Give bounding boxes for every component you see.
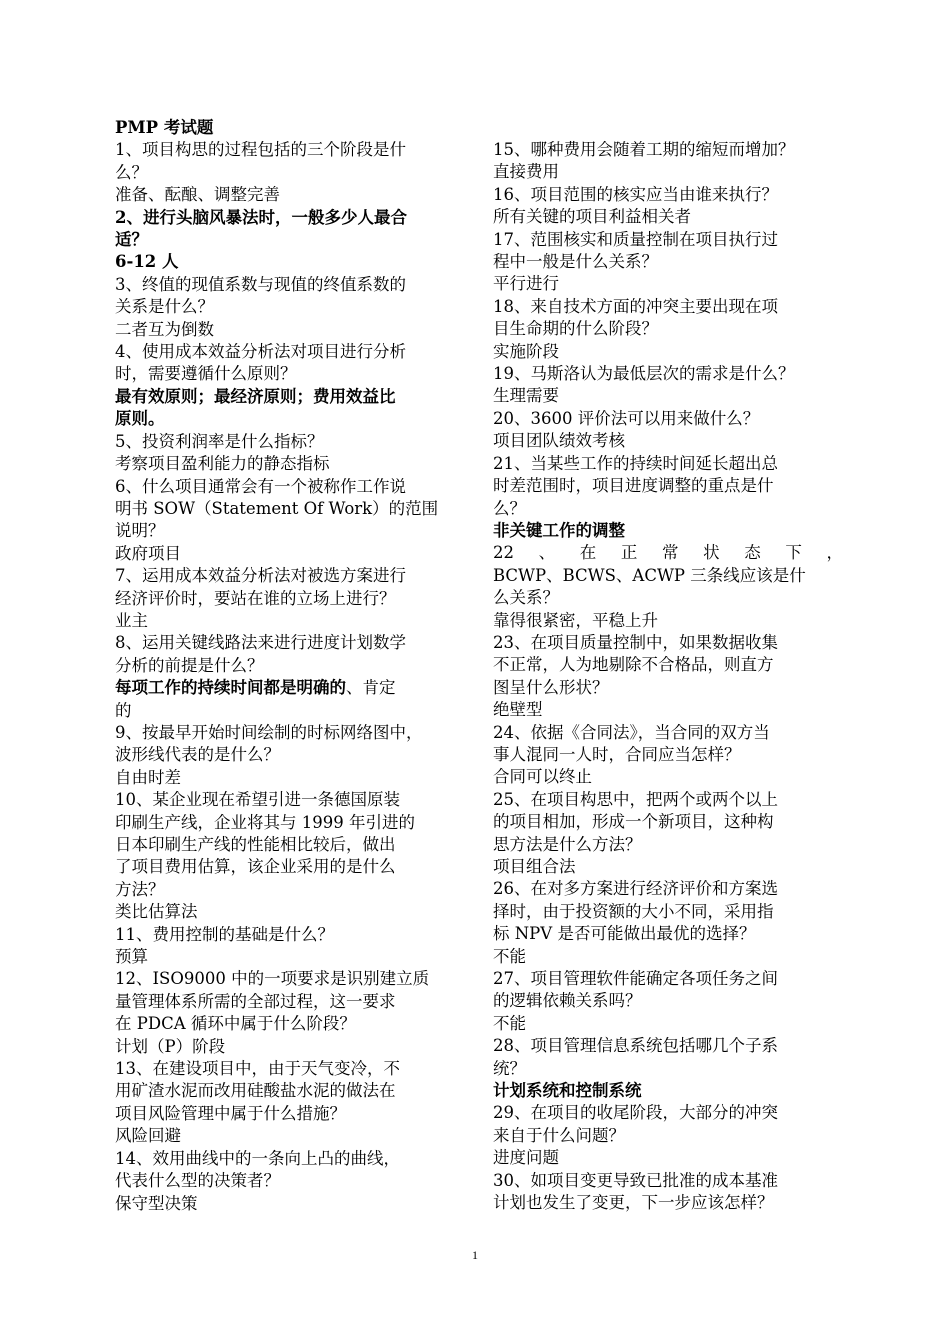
- question-22-token: 常: [662, 543, 679, 563]
- question-22-line-3: 么关系？: [493, 588, 559, 608]
- question-10-line-5: 方法？: [115, 879, 165, 899]
- answer-5: 考察项目盈利能力的静态指标: [115, 454, 330, 474]
- question-10-line-3: 日本印刷生产线的性能相比较后，做出: [115, 835, 396, 854]
- question-1-line-2: 么？: [115, 162, 148, 182]
- page-number: 1: [472, 1248, 478, 1262]
- question-24-line-2: 事人混同一人时，合同应当怎样？: [493, 744, 741, 764]
- question-7-line-2: 经济评价时，要站在谁的立场上进行？: [115, 588, 396, 608]
- answer-6: 政府项目: [115, 543, 181, 563]
- question-4-line-1: 4、使用成本效益分析法对项目进行分析: [115, 342, 406, 362]
- answer-4-line-1: 最有效原则；最经济原则；费用效益比: [115, 386, 396, 406]
- question-22-line-1: [493, 542, 843, 564]
- question-6-line-1: 6、什么项目通常会有一个被称作工作说: [115, 476, 406, 496]
- question-21-line-2: 时差范围时，项目进度调整的重点是什: [493, 476, 774, 496]
- answer-26: 不能: [493, 946, 526, 966]
- question-25-line-2: 的项目相加，形成一个新项目，这种构: [493, 812, 774, 832]
- question-15: 15、哪种费用会随着工期的缩短而增加？: [493, 140, 795, 159]
- question-10-line-2: 印刷生产线，企业将其与 1999 年引进的: [115, 812, 415, 832]
- answer-11: 预算: [115, 947, 148, 967]
- question-3-line-1: 3、终值的现值系数与现值的终值系数的: [115, 274, 406, 294]
- answer-3: 二者互为倒数: [115, 319, 214, 339]
- question-26-line-3: 标 NPV 是否可能做出最优的选择？: [493, 924, 756, 944]
- question-10-line-4: 了项目费用估算，该企业采用的是什么: [115, 857, 396, 877]
- question-1-line-1: 1、项目构思的过程包括的三个阶段是什: [115, 140, 406, 160]
- answer-16: 所有关键的项目利益相关者: [493, 207, 691, 227]
- question-3-line-2: 关系是什么？: [115, 297, 214, 317]
- question-22-token: 下: [785, 543, 802, 563]
- question-21-line-1: 21、当某些工作的持续时间延长超出总: [493, 453, 778, 473]
- answer-8-line-2: 的: [115, 700, 132, 720]
- question-22-line-2: BCWP、BCWS、ACWP 三条线应该是什: [493, 565, 806, 585]
- question-18-line-2: 目生命期的什么阶段？: [493, 319, 658, 339]
- answer-8-bold-part: 每项工作的持续时间都是明确的: [115, 678, 346, 698]
- question-25-line-1: 25、在项目构思中，把两个或两个以上: [493, 789, 778, 809]
- question-28-line-2: 统？: [493, 1058, 526, 1078]
- answer-27: 不能: [493, 1013, 526, 1033]
- question-22-token: 态: [744, 543, 761, 563]
- question-8-line-1: 8、运用关键线路法来进行进度计划数学: [115, 633, 406, 653]
- question-30-line-2: 计划也发生了变更，下一步应该怎样？: [493, 1193, 774, 1213]
- question-29-line-2: 来自于什么问题？: [493, 1125, 625, 1145]
- question-23-line-2: 不正常，人为地剔除不合格品，则直方: [493, 655, 774, 675]
- document-title: PMP 考试题: [115, 118, 214, 137]
- question-8-line-2: 分析的前提是什么？: [115, 655, 264, 675]
- question-14-line-2: 代表什么型的决策者？: [115, 1171, 280, 1191]
- question-22-token: 正: [620, 543, 638, 563]
- answer-1: 准备、酝酿、调整完善: [115, 185, 280, 205]
- answer-13: 风险回避: [115, 1126, 181, 1146]
- question-27-line-1: 27、项目管理软件能确定各项任务之间: [493, 969, 778, 989]
- question-26-line-2: 择时，由于投资额的大小不同，采用指: [493, 901, 774, 921]
- answer-8-line-1: [115, 677, 465, 699]
- question-2-line-2: 适？: [115, 230, 148, 250]
- question-17-line-2: 程中一般是什么关系？: [493, 252, 658, 272]
- question-6-line-2: 明书 SOW（Statement Of Work）的范围: [115, 498, 439, 518]
- question-22-token: 状: [703, 543, 720, 563]
- answer-15: 直接费用: [493, 162, 559, 182]
- question-9-line-1: 9、按最早开始时间绘制的时标网络图中，: [115, 722, 423, 742]
- answer-10: 类比估算法: [115, 902, 198, 922]
- answer-4-line-2: 原则。: [115, 409, 165, 429]
- answer-29: 进度问题: [493, 1148, 559, 1168]
- question-12-line-3: 在 PDCA 循环中属于什么阶段？: [115, 1014, 356, 1034]
- answer-22: 靠得很紧密，平稳上升: [493, 610, 658, 630]
- question-23-line-1: 23、在项目质量控制中，如果数据收集: [493, 632, 778, 652]
- question-9-line-2: 波形线代表的是什么？: [115, 745, 280, 765]
- question-13-line-3: 项目风险管理中属于什么措施？: [115, 1103, 346, 1123]
- question-23-line-3: 图呈什么形状？: [493, 677, 609, 697]
- answer-9: 自由时差: [115, 767, 181, 787]
- question-12-line-2: 量管理体系所需的全部过程，这一要求: [115, 991, 396, 1011]
- question-30-line-1: 30、如项目变更导致已批准的成本基准: [493, 1170, 778, 1190]
- question-10-line-1: 10、某企业现在希望引进一条德国原装: [115, 790, 400, 810]
- answer-7: 业主: [115, 610, 148, 630]
- answer-20: 项目团队绩效考核: [493, 431, 625, 451]
- question-25-line-3: 思方法是什么方法？: [493, 834, 642, 854]
- question-14-line-1: 14、效用曲线中的一条向上凸的曲线，: [115, 1148, 400, 1168]
- answer-12: 计划（P）阶段: [115, 1036, 226, 1056]
- question-22-token: ，: [826, 543, 843, 563]
- left-column: [115, 117, 465, 1215]
- answer-2: 6-12 人: [115, 252, 179, 272]
- question-27-line-2: 的逻辑依赖关系吗？: [493, 991, 642, 1011]
- question-2-line-1: 2、进行头脑风暴法时，一般多少人最合: [115, 207, 407, 227]
- question-22-token: 在: [579, 543, 597, 563]
- question-29-line-1: 29、在项目的收尾阶段，大部分的冲突: [493, 1103, 778, 1123]
- question-17-line-1: 17、范围核实和质量控制在项目执行过: [493, 229, 778, 249]
- question-4-line-2: 时，需要遵循什么原则？: [115, 364, 297, 384]
- question-18-line-1: 18、来自技术方面的冲突主要出现在项: [493, 296, 778, 316]
- answer-14: 保守型决策: [115, 1193, 198, 1213]
- answer-19: 生理需要: [493, 386, 559, 406]
- question-16: 16、项目范围的核实应当由谁来执行？: [493, 184, 778, 204]
- answer-28: 计划系统和控制系统: [493, 1081, 642, 1101]
- question-11: 11、费用控制的基础是什么？: [115, 924, 334, 944]
- question-24-line-1: 24、依据《合同法》，当合同的双方当: [493, 722, 770, 742]
- question-26-line-1: 26、在对多方案进行经济评价和方案选: [493, 879, 778, 899]
- answer-23: 绝壁型: [493, 700, 543, 720]
- question-22-token: 22: [493, 543, 514, 563]
- question-20: 20、3600 评价法可以用来做什么？: [493, 408, 760, 428]
- question-22-token: 、: [538, 543, 556, 563]
- answer-17: 平行进行: [493, 274, 559, 294]
- question-12-line-1: 12、ISO9000 中的一项要求是识别建立质: [115, 969, 430, 989]
- question-5: 5、投资利润率是什么指标？: [115, 431, 324, 451]
- answer-24: 合同可以终止: [493, 767, 592, 787]
- answer-25: 项目组合法: [493, 857, 576, 876]
- question-13-line-2: 用矿渣水泥而改用硅酸盐水泥的做法在: [115, 1081, 396, 1101]
- answer-21: 非关键工作的调整: [493, 520, 625, 540]
- question-28-line-1: 28、项目管理信息系统包括哪几个子系: [493, 1036, 778, 1056]
- question-19: 19、马斯洛认为最低层次的需求是什么？: [493, 364, 795, 384]
- question-21-line-3: 么？: [493, 498, 526, 518]
- answer-18: 实施阶段: [493, 341, 559, 361]
- question-7-line-1: 7、运用成本效益分析法对被选方案进行: [115, 566, 406, 586]
- right-column: [493, 139, 843, 1215]
- question-6-line-3: 说明？: [115, 521, 165, 541]
- question-13-line-1: 13、在建设项目中，由于天气变冷，不: [115, 1059, 400, 1079]
- answer-8-normal-part: 、肯定: [346, 678, 396, 698]
